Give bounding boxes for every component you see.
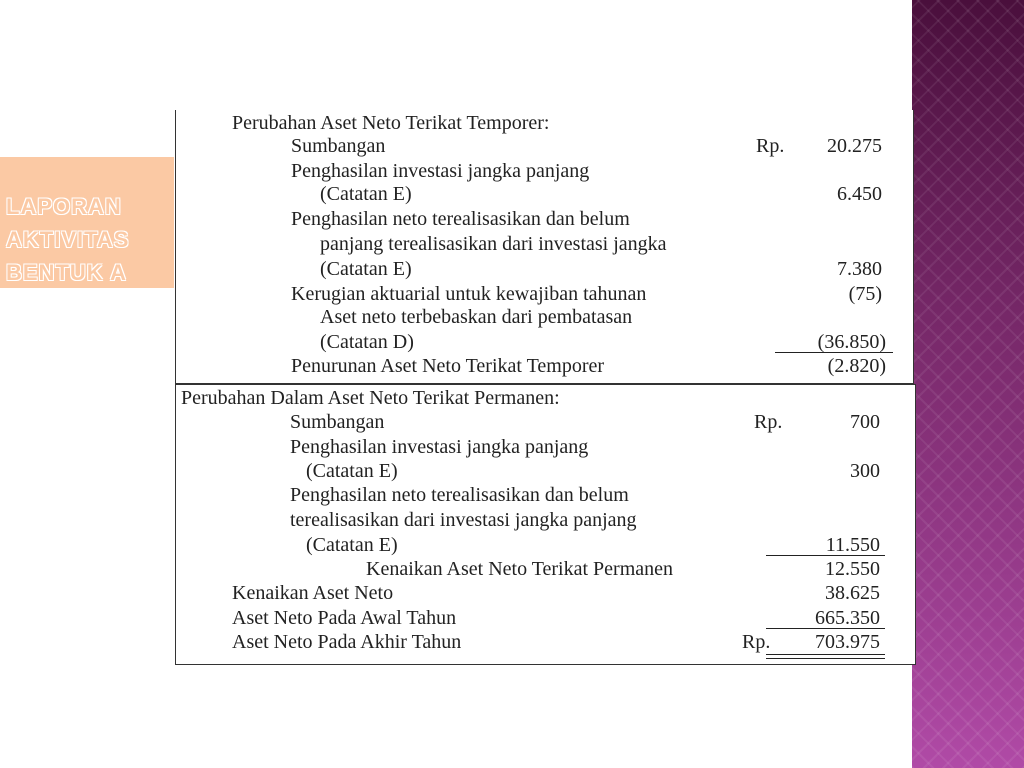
end-double-rule-top: [766, 654, 885, 655]
permanent-total-label: Kenaikan Aset Neto Terikat Permanen: [366, 558, 674, 580]
temporary-gains-value: 7.380: [837, 258, 882, 280]
decorative-side-band: [912, 0, 1024, 768]
title-line-1: LAPORAN: [6, 194, 122, 219]
begin-net-assets-rule: [766, 628, 885, 629]
title-line-3: BENTUK A: [6, 260, 127, 285]
permanent-total-value: 12.550: [825, 558, 880, 580]
permanent-contributions-value: 700: [850, 411, 880, 433]
temporary-gains-label-1: Penghasilan neto terealisasikan dan belum: [291, 208, 630, 230]
temporary-contributions-value: 20.275: [827, 135, 882, 157]
permanent-heading: Perubahan Dalam Aset Neto Terikat Permanen:: [181, 387, 560, 409]
permanent-lt-income-label: Penghasilan investasi jangka panjang: [290, 436, 589, 458]
temporary-lt-income-label: Penghasilan investasi jangka panjang: [291, 160, 590, 182]
temporary-contributions-label: Sumbangan: [291, 135, 386, 157]
temporary-lt-income-note: (Catatan E): [320, 183, 412, 205]
temporary-heading: Perubahan Aset Neto Terikat Temporer:: [232, 112, 550, 134]
permanent-gains-value: 11.550: [825, 534, 880, 556]
temporary-gains-note: (Catatan E): [320, 258, 412, 280]
title-line-2: AKTIVITAS: [6, 227, 130, 252]
permanent-lt-income-value: 300: [850, 460, 880, 482]
end-net-assets-label: Aset Neto Pada Akhir Tahun: [232, 631, 462, 653]
end-double-rule-bottom: [766, 658, 885, 659]
permanent-gains-label-2: terealisasikan dari investasi jangka panjang: [290, 509, 637, 531]
end-net-assets-currency: Rp.: [742, 631, 771, 653]
permanent-gains-label-1: Penghasilan neto terealisasikan dan belum: [290, 484, 629, 506]
slide-title: [6, 190, 174, 289]
permanent-contributions-label: Sumbangan: [290, 411, 385, 433]
temporary-released-label: Aset neto terbebaskan dari pembatasan: [320, 306, 633, 328]
begin-net-assets-label: Aset Neto Pada Awal Tahun: [232, 607, 457, 629]
permanent-lt-income-note: (Catatan E): [306, 460, 398, 482]
temporary-released-note: (Catatan D): [320, 331, 414, 353]
net-increase-value: 38.625: [825, 582, 880, 604]
temporary-currency: Rp.: [756, 135, 785, 157]
permanent-subtotal-rule: [766, 555, 885, 556]
temporary-actuarial-value: (75): [848, 283, 882, 305]
temporary-subtotal-rule: [775, 352, 893, 353]
net-increase-label: Kenaikan Aset Neto: [232, 582, 394, 604]
temporary-total-value: (2.820): [827, 355, 886, 377]
temporary-released-value: (36.850): [817, 331, 886, 353]
permanent-gains-note: (Catatan E): [306, 534, 398, 556]
temporary-total-label: Penurunan Aset Neto Terikat Temporer: [291, 355, 605, 377]
begin-net-assets-value: 665.350: [815, 607, 880, 629]
temporary-actuarial-label: Kerugian aktuarial untuk kewajiban tahunan: [291, 283, 647, 305]
temporary-gains-label-2: panjang terealisasikan dari investasi jangka: [320, 233, 667, 255]
end-net-assets-value: 703.975: [815, 631, 880, 653]
temporary-lt-income-value: 6.450: [837, 183, 882, 205]
permanent-currency: Rp.: [754, 411, 783, 433]
